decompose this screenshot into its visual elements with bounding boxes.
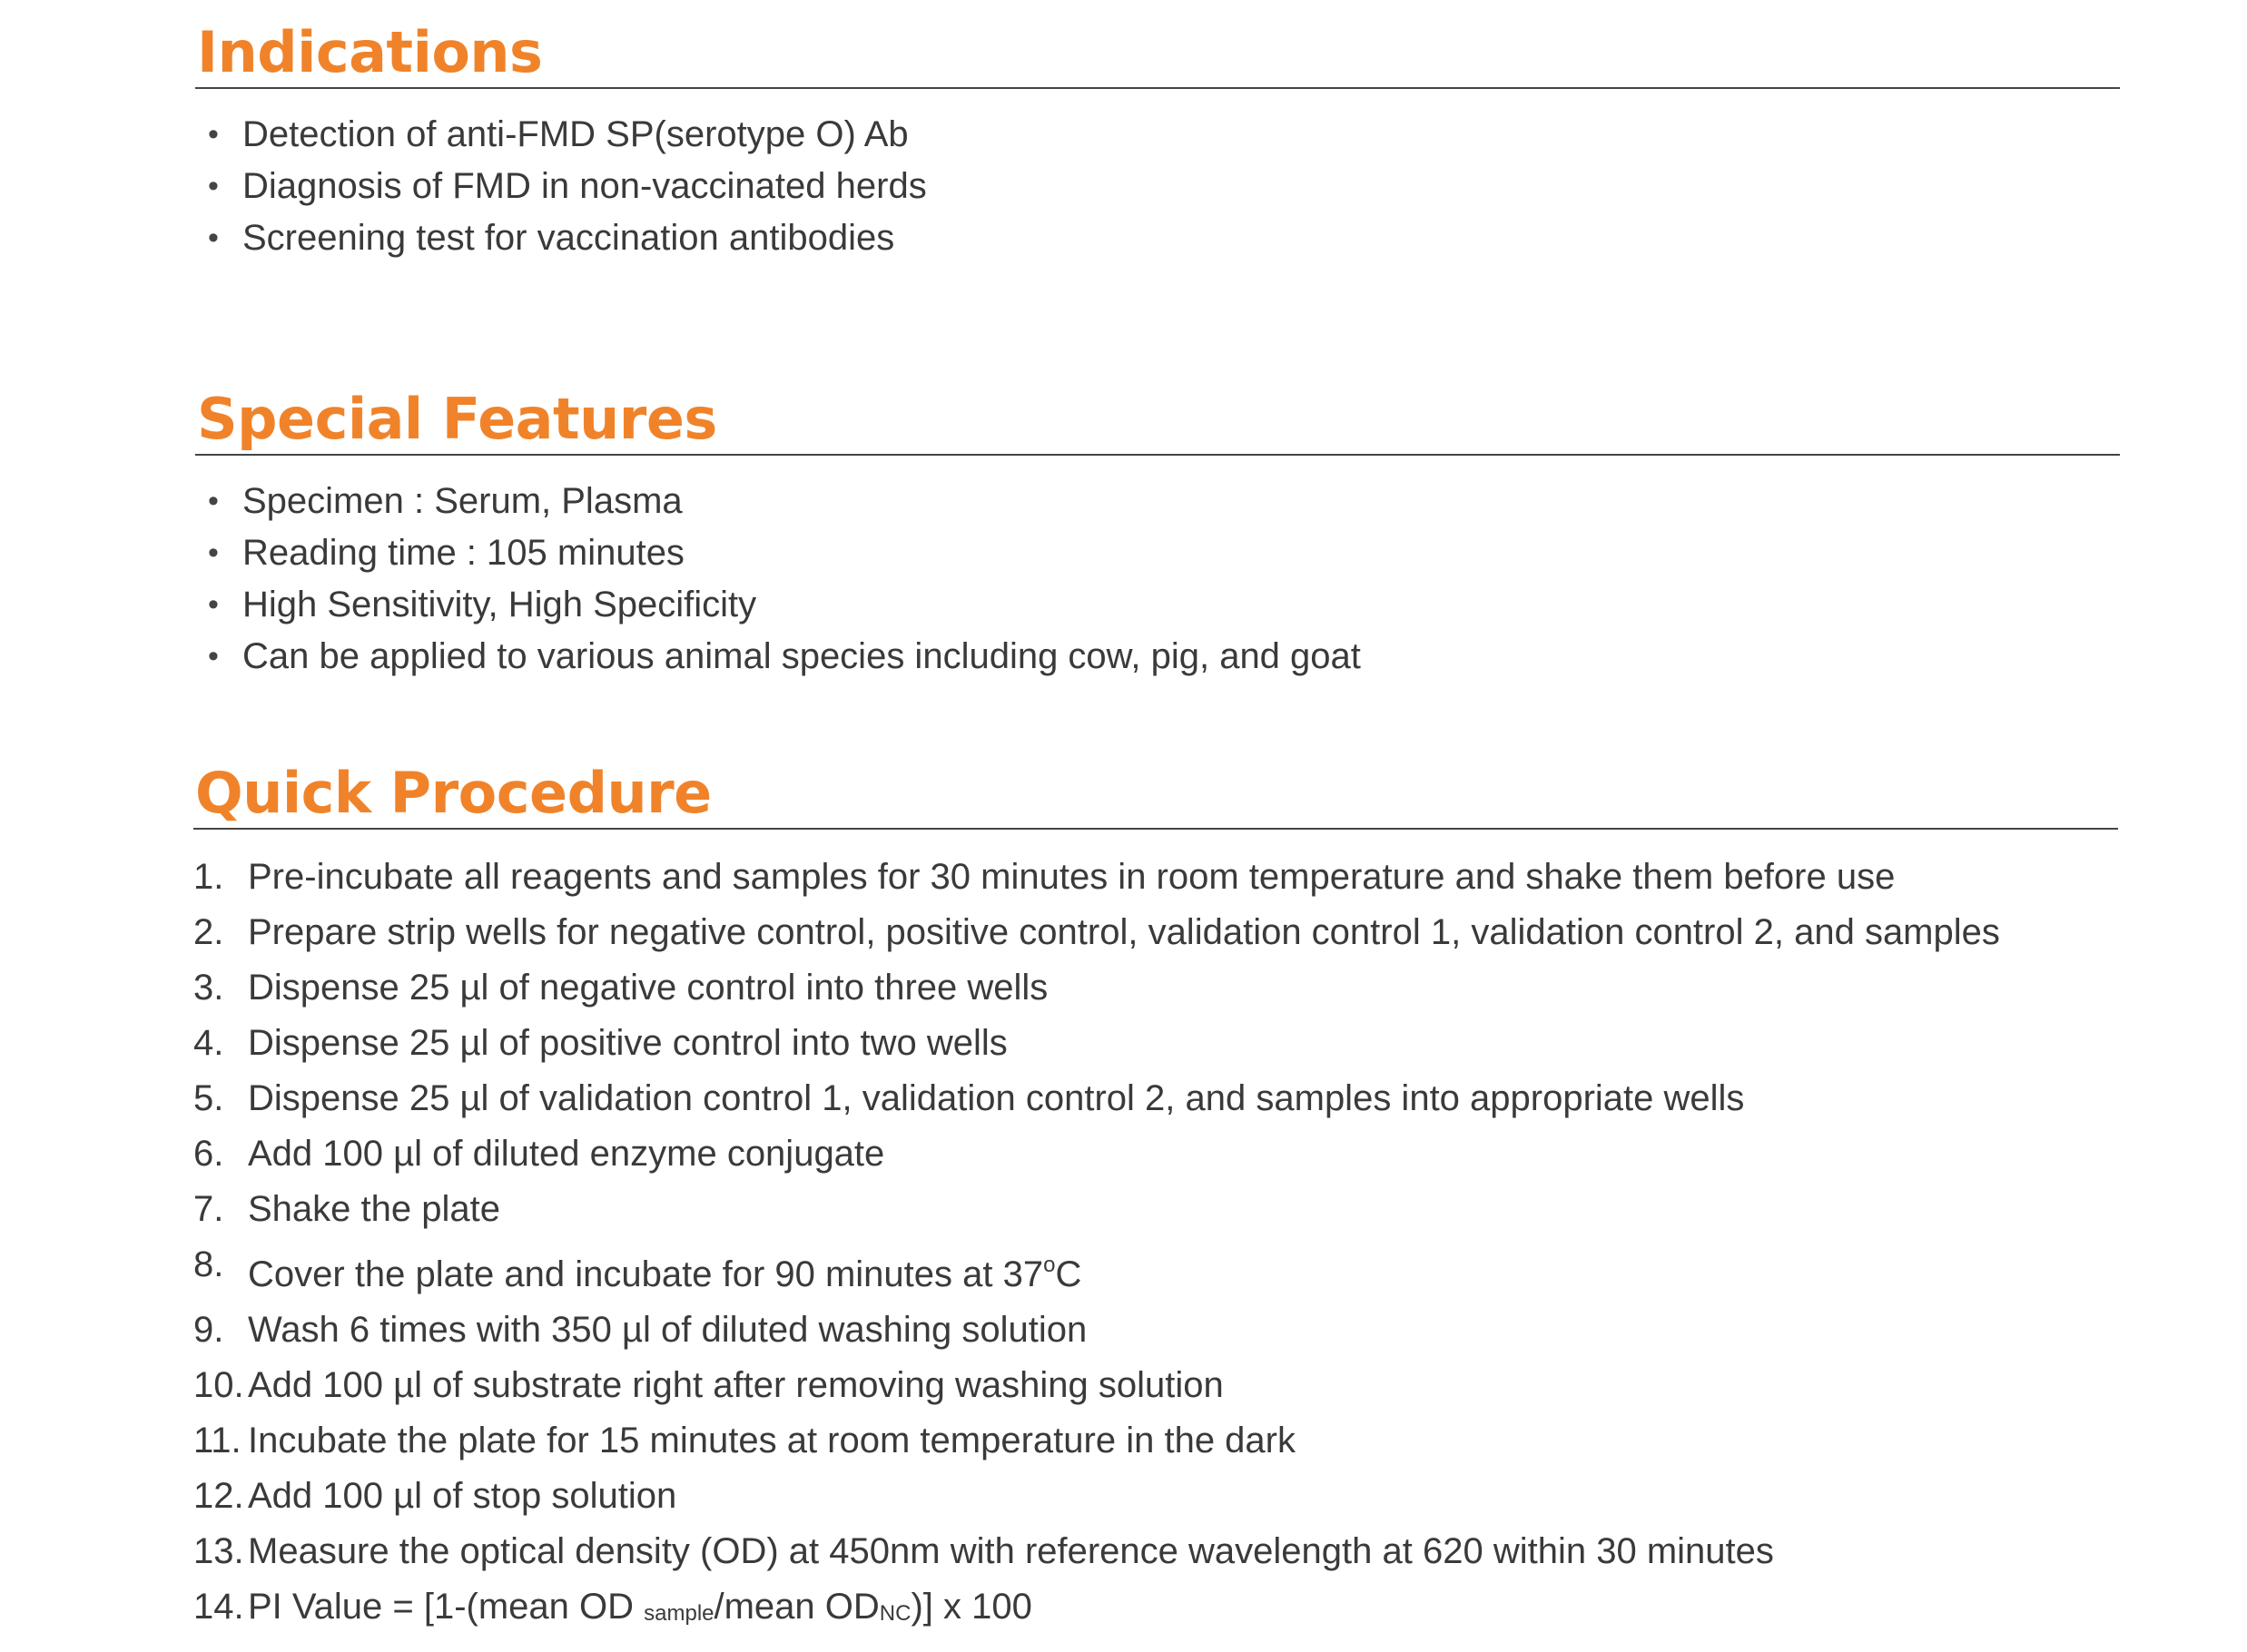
procedure-step <box>193 1237 2118 1303</box>
procedure-step <box>193 905 2118 960</box>
list-item <box>195 161 2120 212</box>
procedure-step <box>193 1524 2118 1579</box>
indications-list <box>195 109 2120 264</box>
procedure-step <box>193 1016 2118 1071</box>
step-number: 8. <box>193 1244 224 1284</box>
step-number: 3. <box>193 968 224 1008</box>
step-number: 13. <box>193 1531 244 1571</box>
procedure-step <box>193 1579 2118 1641</box>
step-text: Cover the plate and incubate for 90 minutes at 37 <box>248 1254 1044 1294</box>
step-number: 2. <box>193 912 224 952</box>
step-number: 10. <box>193 1365 244 1405</box>
step-text: Dispense 25 µl of positive control into two wells <box>248 1023 1008 1063</box>
list-item <box>195 212 2120 264</box>
bullet-icon: • <box>208 169 219 203</box>
list-item <box>195 476 2120 527</box>
step-text: Measure the optical density (OD) at 450nm with reference wavelength at 620 within 30 minutes <box>248 1531 1774 1571</box>
step-text: Prepare strip wells for negative control, positive control, validation control 1, validation control 2, and samples <box>248 912 2000 952</box>
list-item-text: Detection of anti-FMD SP(serotype O) Ab <box>242 114 909 154</box>
step-text: Dispense 25 µl of validation control 1, validation control 2, and samples into appropriate wells <box>248 1078 1745 1118</box>
procedure-step <box>193 1126 2118 1182</box>
indications-section <box>195 20 2120 264</box>
step-number: 5. <box>193 1078 224 1118</box>
step-text: Incubate the plate for 15 minutes at room temperature in the dark <box>248 1421 1296 1460</box>
bullet-icon: • <box>208 484 219 518</box>
step-number: 6. <box>193 1134 224 1174</box>
list-item-text: Diagnosis of FMD in non-vaccinated herds <box>242 166 927 206</box>
degree-superscript: o <box>1043 1253 1056 1277</box>
step-text: Shake the plate <box>248 1189 500 1229</box>
step-number: 1. <box>193 857 224 897</box>
list-item-text: Reading time : 105 minutes <box>242 533 685 573</box>
formula-part: PI Value = [1-(mean OD <box>248 1587 645 1627</box>
formula-subscript-nc: NC <box>879 1601 912 1626</box>
step-number: 9. <box>193 1310 224 1350</box>
list-item <box>195 631 2120 683</box>
step-text: Add 100 µl of stop solution <box>248 1476 677 1516</box>
step-text: Dispense 25 µl of negative control into three wells <box>248 968 1049 1008</box>
formula-part: )] x 100 <box>911 1587 1032 1627</box>
procedure-step <box>193 960 2118 1016</box>
step-number: 12. <box>193 1476 244 1516</box>
list-item-text: Specimen : Serum, Plasma <box>242 481 683 521</box>
procedure-heading: Quick Procedure <box>193 761 2118 830</box>
step-number: 14. <box>193 1587 244 1627</box>
procedure-step <box>193 1358 2118 1413</box>
step-number: 7. <box>193 1189 224 1229</box>
procedure-step <box>193 1469 2118 1524</box>
bullet-icon: • <box>208 536 219 570</box>
procedure-step <box>193 1071 2118 1126</box>
bullet-icon: • <box>208 117 219 152</box>
procedure-step <box>193 850 2118 905</box>
procedure-step <box>193 1303 2118 1358</box>
features-list <box>195 476 2120 683</box>
list-item <box>195 109 2120 161</box>
procedure-section <box>193 761 2118 1641</box>
procedure-step <box>193 1413 2118 1469</box>
bullet-icon: • <box>208 587 219 622</box>
list-item <box>195 579 2120 631</box>
step-text: Pre-incubate all reagents and samples for 30 minutes in room temperature and shake them before use <box>248 857 1896 897</box>
features-section <box>195 387 2120 683</box>
step-number: 11. <box>193 1421 241 1460</box>
step-text-unit: C <box>1055 1254 1082 1294</box>
list-item-text: Screening test for vaccination antibodies <box>242 218 895 258</box>
step-text: Wash 6 times with 350 µl of diluted washing solution <box>248 1310 1088 1350</box>
list-item-text: Can be applied to various animal species including cow, pig, and goat <box>242 636 1361 676</box>
features-heading: Special Features <box>195 387 2120 456</box>
list-item-text: High Sensitivity, High Specificity <box>242 585 757 624</box>
bullet-icon: • <box>208 221 219 255</box>
procedure-steps <box>193 850 2118 1641</box>
formula-part: /mean OD <box>714 1587 880 1627</box>
bullet-icon: • <box>208 639 219 674</box>
step-text: Add 100 µl of diluted enzyme conjugate <box>248 1134 885 1174</box>
step-text: Add 100 µl of substrate right after removing washing solution <box>248 1365 1224 1405</box>
step-number: 4. <box>193 1023 224 1063</box>
formula-subscript-sample: sample <box>644 1601 715 1626</box>
procedure-step <box>193 1182 2118 1237</box>
indications-heading: Indications <box>195 20 2120 89</box>
list-item <box>195 527 2120 579</box>
